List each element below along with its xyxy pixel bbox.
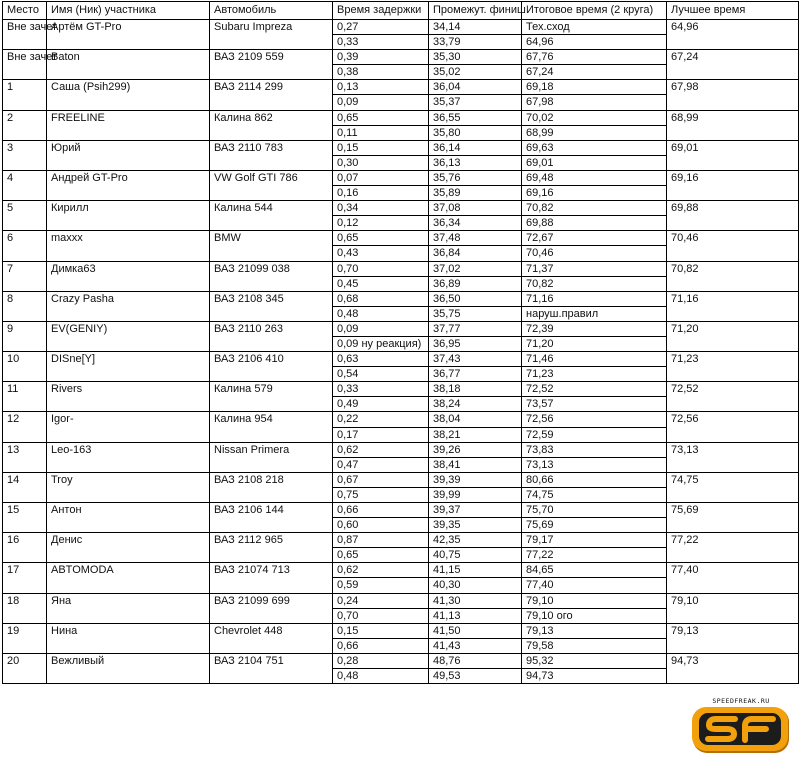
- place-cell: 10: [3, 352, 47, 382]
- total-cell: 80,66: [522, 472, 667, 487]
- split-cell: 35,80: [429, 125, 522, 140]
- name-cell: FREELINE: [47, 110, 210, 140]
- car-cell: Chevrolet 448: [210, 623, 333, 653]
- total-cell: 77,40: [522, 578, 667, 593]
- split-cell: 48,76: [429, 653, 522, 668]
- best-cell: 75,69: [667, 503, 799, 533]
- split-cell: 36,95: [429, 336, 522, 351]
- car-cell: Калина 862: [210, 110, 333, 140]
- name-cell: Вежливый: [47, 653, 210, 683]
- total-cell: 79,17: [522, 533, 667, 548]
- header-car: Автомобиль: [210, 2, 333, 20]
- total-cell: Тех.сход: [522, 20, 667, 35]
- total-cell: 79,10 ого: [522, 608, 667, 623]
- table-row: [3, 412, 799, 427]
- total-cell: 64,96: [522, 35, 667, 50]
- place-cell: 11: [3, 382, 47, 412]
- name-cell: Антон: [47, 503, 210, 533]
- split-cell: 36,55: [429, 110, 522, 125]
- table-row: [3, 201, 799, 216]
- car-cell: ВАЗ 2106 144: [210, 503, 333, 533]
- total-cell: 71,37: [522, 261, 667, 276]
- place-cell: 4: [3, 170, 47, 200]
- header-split: Промежут. финиш: [429, 2, 522, 20]
- car-cell: Калина 954: [210, 412, 333, 442]
- name-cell: Crazy Pasha: [47, 291, 210, 321]
- name-cell: Саша (Psih299): [47, 80, 210, 110]
- split-cell: 40,30: [429, 578, 522, 593]
- total-cell: 73,57: [522, 397, 667, 412]
- delay-cell: 0,07: [333, 170, 429, 185]
- total-cell: 71,20: [522, 336, 667, 351]
- delay-cell: 0,24: [333, 593, 429, 608]
- table-row: [3, 533, 799, 548]
- split-cell: 34,14: [429, 20, 522, 35]
- delay-cell: 0,11: [333, 125, 429, 140]
- delay-cell: 0,63: [333, 352, 429, 367]
- table-row: [3, 170, 799, 185]
- table-row: [3, 291, 799, 306]
- table-row: [3, 352, 799, 367]
- total-cell: 95,32: [522, 653, 667, 668]
- split-cell: 35,02: [429, 65, 522, 80]
- delay-cell: 0,65: [333, 548, 429, 563]
- table-row: [3, 623, 799, 638]
- car-cell: ВАЗ 2104 751: [210, 653, 333, 683]
- total-cell: 67,76: [522, 50, 667, 65]
- best-cell: 71,23: [667, 352, 799, 382]
- total-cell: 75,70: [522, 503, 667, 518]
- split-cell: 35,76: [429, 170, 522, 185]
- delay-cell: 0,45: [333, 276, 429, 291]
- table-row: [3, 20, 799, 35]
- split-cell: 36,14: [429, 140, 522, 155]
- total-cell: 74,75: [522, 487, 667, 502]
- split-cell: 35,30: [429, 50, 522, 65]
- name-cell: Baton: [47, 50, 210, 80]
- total-cell: 84,65: [522, 563, 667, 578]
- total-cell: 72,39: [522, 321, 667, 336]
- car-cell: VW Golf GTI 786: [210, 170, 333, 200]
- table-row: [3, 442, 799, 457]
- place-cell: 12: [3, 412, 47, 442]
- name-cell: Артём GT-Pro: [47, 20, 210, 50]
- total-cell: 79,10: [522, 593, 667, 608]
- place-cell: 14: [3, 472, 47, 502]
- car-cell: Subaru Impreza: [210, 20, 333, 50]
- delay-cell: 0,65: [333, 231, 429, 246]
- car-cell: ВАЗ 21074 713: [210, 563, 333, 593]
- delay-cell: 0,22: [333, 412, 429, 427]
- delay-cell: 0,70: [333, 261, 429, 276]
- table-row: [3, 80, 799, 95]
- total-cell: 72,59: [522, 427, 667, 442]
- split-cell: 36,84: [429, 246, 522, 261]
- header-row: [3, 2, 799, 20]
- split-cell: 39,39: [429, 472, 522, 487]
- split-cell: 37,08: [429, 201, 522, 216]
- best-cell: 77,40: [667, 563, 799, 593]
- split-cell: 33,79: [429, 35, 522, 50]
- delay-cell: 0,13: [333, 80, 429, 95]
- name-cell: maxxx: [47, 231, 210, 261]
- best-cell: 70,46: [667, 231, 799, 261]
- total-cell: 68,99: [522, 125, 667, 140]
- name-cell: Юрий: [47, 140, 210, 170]
- delay-cell: 0,12: [333, 216, 429, 231]
- name-cell: Кирилл: [47, 201, 210, 231]
- total-cell: 71,16: [522, 291, 667, 306]
- delay-cell: 0,43: [333, 246, 429, 261]
- car-cell: ВАЗ 2114 299: [210, 80, 333, 110]
- delay-cell: 0,66: [333, 638, 429, 653]
- split-cell: 40,75: [429, 548, 522, 563]
- total-cell: 94,73: [522, 669, 667, 684]
- best-cell: 69,16: [667, 170, 799, 200]
- split-cell: 38,21: [429, 427, 522, 442]
- place-cell: 2: [3, 110, 47, 140]
- car-cell: ВАЗ 2112 965: [210, 533, 333, 563]
- split-cell: 36,50: [429, 291, 522, 306]
- best-cell: 71,20: [667, 321, 799, 351]
- delay-cell: 0,30: [333, 155, 429, 170]
- total-cell: 73,83: [522, 442, 667, 457]
- delay-cell: 0,16: [333, 186, 429, 201]
- split-cell: 39,37: [429, 503, 522, 518]
- delay-cell: 0,60: [333, 518, 429, 533]
- split-cell: 38,04: [429, 412, 522, 427]
- place-cell: 16: [3, 533, 47, 563]
- split-cell: 38,24: [429, 397, 522, 412]
- split-cell: 37,48: [429, 231, 522, 246]
- split-cell: 38,18: [429, 382, 522, 397]
- total-cell: 72,67: [522, 231, 667, 246]
- best-cell: 67,24: [667, 50, 799, 80]
- logo-caption: SPEEDFREAK.RU: [712, 697, 770, 705]
- total-cell: 73,13: [522, 457, 667, 472]
- best-cell: 73,13: [667, 442, 799, 472]
- total-cell: 72,52: [522, 382, 667, 397]
- table-row: [3, 472, 799, 487]
- table-row: [3, 110, 799, 125]
- name-cell: Igor-: [47, 412, 210, 442]
- delay-cell: 0,48: [333, 669, 429, 684]
- delay-cell: 0,39: [333, 50, 429, 65]
- split-cell: 39,26: [429, 442, 522, 457]
- delay-cell: 0,09: [333, 95, 429, 110]
- delay-cell: 0,68: [333, 291, 429, 306]
- best-cell: 79,10: [667, 593, 799, 623]
- delay-cell: 0,65: [333, 110, 429, 125]
- best-cell: 79,13: [667, 623, 799, 653]
- place-cell: 15: [3, 503, 47, 533]
- split-cell: 39,99: [429, 487, 522, 502]
- split-cell: 35,89: [429, 186, 522, 201]
- delay-cell: 0,09 ну реакция): [333, 336, 429, 351]
- table-row: [3, 563, 799, 578]
- car-cell: Калина 544: [210, 201, 333, 231]
- split-cell: 41,43: [429, 638, 522, 653]
- table-row: [3, 593, 799, 608]
- delay-cell: 0,75: [333, 487, 429, 502]
- total-cell: 69,48: [522, 170, 667, 185]
- delay-cell: 0,33: [333, 382, 429, 397]
- place-cell: 19: [3, 623, 47, 653]
- car-cell: Калина 579: [210, 382, 333, 412]
- delay-cell: 0,15: [333, 623, 429, 638]
- delay-cell: 0,34: [333, 201, 429, 216]
- best-cell: 72,56: [667, 412, 799, 442]
- name-cell: Андрей GT-Pro: [47, 170, 210, 200]
- place-cell: 20: [3, 653, 47, 683]
- car-cell: BMW: [210, 231, 333, 261]
- total-cell: 67,24: [522, 65, 667, 80]
- total-cell: 72,56: [522, 412, 667, 427]
- total-cell: 70,82: [522, 276, 667, 291]
- header-place: Место: [3, 2, 47, 20]
- place-cell: 6: [3, 231, 47, 261]
- delay-cell: 0,33: [333, 35, 429, 50]
- split-cell: 38,41: [429, 457, 522, 472]
- split-cell: 37,02: [429, 261, 522, 276]
- delay-cell: 0,38: [333, 65, 429, 80]
- total-cell: 69,63: [522, 140, 667, 155]
- total-cell: наруш.правил: [522, 306, 667, 321]
- name-cell: Leo-163: [47, 442, 210, 472]
- name-cell: Нина: [47, 623, 210, 653]
- delay-cell: 0,28: [333, 653, 429, 668]
- total-cell: 69,16: [522, 186, 667, 201]
- total-cell: 71,23: [522, 367, 667, 382]
- table-row: [3, 50, 799, 65]
- split-cell: 37,77: [429, 321, 522, 336]
- total-cell: 70,02: [522, 110, 667, 125]
- best-cell: 67,98: [667, 80, 799, 110]
- place-cell: 13: [3, 442, 47, 472]
- table-row: [3, 503, 799, 518]
- split-cell: 41,13: [429, 608, 522, 623]
- best-cell: 74,75: [667, 472, 799, 502]
- split-cell: 41,15: [429, 563, 522, 578]
- split-cell: 36,34: [429, 216, 522, 231]
- delay-cell: 0,17: [333, 427, 429, 442]
- results-table: [2, 1, 799, 684]
- car-cell: Nissan Primera: [210, 442, 333, 472]
- total-cell: 69,88: [522, 216, 667, 231]
- split-cell: 41,30: [429, 593, 522, 608]
- delay-cell: 0,27: [333, 20, 429, 35]
- split-cell: 36,04: [429, 80, 522, 95]
- car-cell: ВАЗ 2110 783: [210, 140, 333, 170]
- name-cell: ABTOMODA: [47, 563, 210, 593]
- total-cell: 67,98: [522, 95, 667, 110]
- car-cell: ВАЗ 2109 559: [210, 50, 333, 80]
- split-cell: 36,89: [429, 276, 522, 291]
- delay-cell: 0,87: [333, 533, 429, 548]
- results-body: [3, 20, 799, 684]
- place-cell: 17: [3, 563, 47, 593]
- place-cell: 9: [3, 321, 47, 351]
- best-cell: 68,99: [667, 110, 799, 140]
- best-cell: 72,52: [667, 382, 799, 412]
- table-row: [3, 382, 799, 397]
- total-cell: 77,22: [522, 548, 667, 563]
- best-cell: 71,16: [667, 291, 799, 321]
- car-cell: ВАЗ 2108 345: [210, 291, 333, 321]
- delay-cell: 0,54: [333, 367, 429, 382]
- name-cell: Rivers: [47, 382, 210, 412]
- best-cell: 64,96: [667, 20, 799, 50]
- name-cell: EV(GENIY): [47, 321, 210, 351]
- split-cell: 49,53: [429, 669, 522, 684]
- best-cell: 94,73: [667, 653, 799, 683]
- table-row: [3, 653, 799, 668]
- delay-cell: 0,09: [333, 321, 429, 336]
- name-cell: Яна: [47, 593, 210, 623]
- header-total: Итоговое время (2 круга): [522, 2, 667, 20]
- place-cell: 7: [3, 261, 47, 291]
- split-cell: 36,13: [429, 155, 522, 170]
- total-cell: 75,69: [522, 518, 667, 533]
- best-cell: 77,22: [667, 533, 799, 563]
- header-delay: Время задержки: [333, 2, 429, 20]
- delay-cell: 0,48: [333, 306, 429, 321]
- split-cell: 37,43: [429, 352, 522, 367]
- name-cell: Димка63: [47, 261, 210, 291]
- total-cell: 69,01: [522, 155, 667, 170]
- split-cell: 36,77: [429, 367, 522, 382]
- header-best: Лучшее время: [667, 2, 799, 20]
- best-cell: 69,88: [667, 201, 799, 231]
- name-cell: Денис: [47, 533, 210, 563]
- name-cell: Troy: [47, 472, 210, 502]
- place-cell: 8: [3, 291, 47, 321]
- total-cell: 70,46: [522, 246, 667, 261]
- car-cell: ВАЗ 21099 038: [210, 261, 333, 291]
- place-cell: 18: [3, 593, 47, 623]
- split-cell: 42,35: [429, 533, 522, 548]
- speedfreak-logo: [689, 697, 793, 755]
- car-cell: ВАЗ 2110 263: [210, 321, 333, 351]
- place-cell: 5: [3, 201, 47, 231]
- table-row: [3, 321, 799, 336]
- car-cell: ВАЗ 2108 218: [210, 472, 333, 502]
- total-cell: 71,46: [522, 352, 667, 367]
- delay-cell: 0,66: [333, 503, 429, 518]
- total-cell: 79,13: [522, 623, 667, 638]
- name-cell: DISne[Y]: [47, 352, 210, 382]
- delay-cell: 0,49: [333, 397, 429, 412]
- car-cell: ВАЗ 21099 699: [210, 593, 333, 623]
- total-cell: 79,58: [522, 638, 667, 653]
- delay-cell: 0,47: [333, 457, 429, 472]
- place-cell: 1: [3, 80, 47, 110]
- header-name: Имя (Ник) участника: [47, 2, 210, 20]
- table-row: [3, 261, 799, 276]
- delay-cell: 0,59: [333, 578, 429, 593]
- split-cell: 35,37: [429, 95, 522, 110]
- delay-cell: 0,62: [333, 563, 429, 578]
- table-row: [3, 231, 799, 246]
- split-cell: 35,75: [429, 306, 522, 321]
- delay-cell: 0,70: [333, 608, 429, 623]
- delay-cell: 0,15: [333, 140, 429, 155]
- delay-cell: 0,62: [333, 442, 429, 457]
- best-cell: 69,01: [667, 140, 799, 170]
- split-cell: 41,50: [429, 623, 522, 638]
- delay-cell: 0,67: [333, 472, 429, 487]
- split-cell: 39,35: [429, 518, 522, 533]
- place-cell: 3: [3, 140, 47, 170]
- total-cell: 70,82: [522, 201, 667, 216]
- place-cell: Вне зачет: [3, 20, 47, 50]
- total-cell: 69,18: [522, 80, 667, 95]
- table-row: [3, 140, 799, 155]
- place-cell: Вне зачет: [3, 50, 47, 80]
- best-cell: 70,82: [667, 261, 799, 291]
- car-cell: ВАЗ 2106 410: [210, 352, 333, 382]
